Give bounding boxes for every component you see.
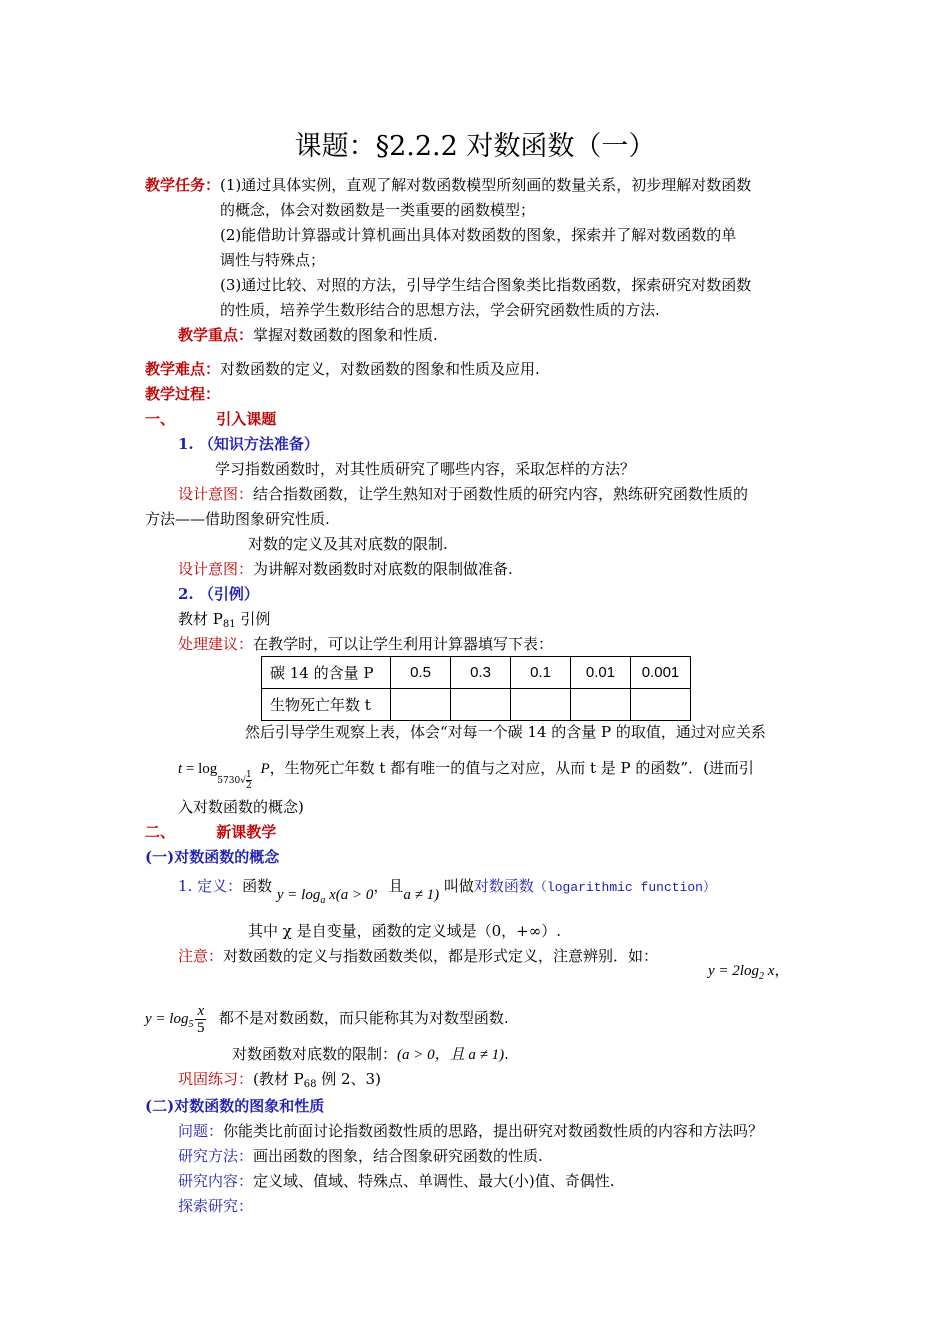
note-comma: ， bbox=[774, 963, 790, 979]
intent-1-text: 结合指数函数，让学生熟知对于函数性质的研究内容，熟练研究函数性质的 bbox=[253, 485, 749, 503]
note-f2-main: y = log bbox=[145, 1011, 189, 1027]
page-title: 课题：§2.2.2 对数函数（一） bbox=[294, 131, 656, 162]
observation-3: 入对数函数的概念) bbox=[178, 798, 304, 816]
textbook-ref-text: 教材 P bbox=[178, 610, 223, 628]
part2-num: 二、 bbox=[145, 823, 176, 841]
section-graph: (二)对数函数的图象和性质 bbox=[145, 1097, 325, 1115]
intent-2 bbox=[178, 558, 513, 580]
formula-root-frac bbox=[246, 770, 252, 791]
formula-root-num: 1 bbox=[245, 770, 252, 780]
note-f1-main: y = 2log bbox=[708, 963, 759, 979]
base-limit-formula: (a > 0，且 a ≠ 1) bbox=[397, 1047, 505, 1063]
key-point-text: 掌握对数函数的图象和性质. bbox=[253, 326, 438, 344]
table-cell-value: 0.001 bbox=[631, 657, 691, 689]
question-label: 问题： bbox=[178, 1122, 224, 1140]
intent-2-label: 设计意图： bbox=[178, 560, 254, 578]
question-2: 对数的定义及其对底数的限制. bbox=[248, 535, 448, 553]
note-f2-den: 5 bbox=[197, 1019, 205, 1036]
section-concept: (一)对数函数的概念 bbox=[145, 848, 280, 866]
definition-english: （logarithmic function） bbox=[533, 880, 716, 895]
note-formula-2 bbox=[145, 1011, 194, 1030]
radical-icon: √ bbox=[240, 776, 246, 786]
practice-page: 68 bbox=[303, 1079, 317, 1090]
formula-base-num: 5730 bbox=[217, 776, 241, 786]
difficulty-label: 教学难点： bbox=[145, 360, 221, 378]
note-f2-fraction bbox=[195, 1003, 206, 1036]
key-point-label: 教学重点： bbox=[178, 326, 254, 344]
definition-label: 1. 定义： bbox=[178, 877, 243, 895]
note-f2-base: 5 bbox=[188, 1019, 194, 1030]
content-text: 定义域、值域、特殊点、单调性、最大(小)值、奇偶性. bbox=[253, 1172, 615, 1190]
note-text: 对数函数的定义与指数函数类似，都是形式定义，注意辨别．如： bbox=[223, 947, 659, 965]
part1-sub1: 1. （知识方法准备） bbox=[178, 435, 319, 453]
part1-sub2: 2. （引例） bbox=[178, 585, 259, 603]
table-cell-value: 0.1 bbox=[511, 657, 571, 689]
research-content bbox=[178, 1170, 615, 1192]
intent-1 bbox=[178, 483, 748, 505]
difficulty-text: 对数函数的定义，对数函数的图象和性质及应用. bbox=[220, 360, 540, 378]
table-cell-header-t: 生物死亡年数 t bbox=[262, 689, 391, 721]
part1-heading bbox=[145, 408, 276, 430]
intent-1-label: 设计意图： bbox=[178, 485, 254, 503]
table-cell-empty bbox=[631, 689, 691, 721]
base-limit bbox=[232, 1043, 509, 1066]
note-line-2 bbox=[145, 998, 509, 1045]
table-cell-empty bbox=[391, 689, 451, 721]
task-2a: (2)能借助计算器或计算机画出具体对数函数的图象，探索并了解对数函数的单 bbox=[220, 226, 737, 244]
method-label: 研究方法： bbox=[178, 1147, 254, 1165]
definition-mid: ，且 bbox=[373, 877, 404, 895]
table-cell-empty bbox=[511, 689, 571, 721]
key-point bbox=[178, 324, 438, 346]
def-formula-base: a bbox=[320, 895, 326, 906]
note-label: 注意： bbox=[178, 947, 224, 965]
note-text-2: 都不是对数函数，而只能称其为对数型函数. bbox=[218, 1009, 509, 1027]
difficulty bbox=[145, 358, 540, 380]
advice bbox=[178, 633, 553, 655]
definition-formula bbox=[276, 887, 374, 906]
intent-2-text: 为讲解对数函数时对底数的限制做准备. bbox=[253, 560, 513, 578]
question-1: 学习指数函数时，对其性质研究了哪些内容，采取怎样的方法？ bbox=[215, 460, 636, 478]
observation-1: 然后引导学生观察上表，体会“对每一个碳 14 的含量 P 的取值，通过对应关系 bbox=[245, 723, 766, 741]
tasks-line-1 bbox=[145, 174, 751, 196]
task-2b: 调性与特殊点； bbox=[220, 251, 326, 269]
formula-root-den: 2 bbox=[245, 781, 252, 791]
formula-base bbox=[217, 770, 251, 791]
formula-log: = log bbox=[182, 761, 218, 777]
task-1a: (1)通过具体实例，直观了解对数函数模型所刻画的数量关系，初步理解对数函数 bbox=[220, 176, 752, 194]
definition-term: 对数函数 bbox=[473, 877, 534, 895]
question-text: 你能类比前面讨论指数函数性质的思路，提出研究对数函数性质的内容和方法吗？ bbox=[223, 1122, 764, 1140]
table-cell-header-p: 碳 14 的含量 P bbox=[262, 657, 391, 689]
textbook-ref bbox=[178, 608, 270, 636]
table-cell-value: 0.5 bbox=[391, 657, 451, 689]
research-method bbox=[178, 1145, 543, 1167]
practice-label: 巩固练习： bbox=[178, 1070, 254, 1088]
question bbox=[178, 1120, 763, 1142]
advice-label: 处理建议： bbox=[178, 635, 254, 653]
task-3b: 的性质，培养学生数形结合的思想方法，学会研究函数性质的方法. bbox=[220, 301, 660, 319]
note bbox=[178, 945, 658, 967]
base-limit-end: . bbox=[504, 1045, 509, 1063]
textbook-ref-page: 81 bbox=[222, 619, 236, 630]
definition bbox=[178, 871, 716, 916]
definition-cond: a ≠ 1) bbox=[403, 887, 440, 903]
formula-t-var: t bbox=[178, 761, 183, 777]
part2-heading bbox=[145, 821, 276, 843]
table-cell-empty bbox=[571, 689, 631, 721]
table-cell-empty bbox=[451, 689, 511, 721]
definition-post: 叫做 bbox=[439, 877, 474, 895]
definition-pre: 函数 bbox=[242, 877, 273, 895]
table-row bbox=[262, 689, 691, 721]
method-text: 画出函数的图象，结合图象研究函数的性质. bbox=[253, 1147, 543, 1165]
intent-1-cont: 方法——借助图象研究性质. bbox=[145, 510, 330, 528]
table-cell-value: 0.01 bbox=[571, 657, 631, 689]
observation-2 bbox=[178, 754, 754, 791]
note-f1-base: 2 bbox=[758, 971, 764, 982]
def-formula-arg: x(a > 0 bbox=[325, 887, 374, 903]
part1-title: 引入课题 bbox=[216, 410, 277, 428]
task-1b: 的概念，体会对数函数是一类重要的函数模型； bbox=[220, 201, 536, 219]
note-f2-num: x bbox=[197, 1002, 205, 1019]
domain-text: 其中 χ 是自变量，函数的定义域是（0，+∞）. bbox=[248, 922, 562, 940]
advice-text: 在教学时，可以让学生利用计算器填写下表： bbox=[253, 635, 554, 653]
formula-p: P bbox=[260, 761, 270, 777]
observation-2-text: ，生物死亡年数 t 都有唯一的值与之对应，从而 t 是 P 的函数”．(进而引 bbox=[269, 759, 754, 777]
practice-end: 例 2、3) bbox=[316, 1070, 381, 1088]
def-formula-main: y = log bbox=[276, 887, 321, 903]
note-formula-1 bbox=[708, 960, 789, 988]
carbon-table bbox=[261, 656, 691, 721]
task-3a: (3)通过比较、对照的方法，引导学生结合图象类比指数函数，探索研究对数函数 bbox=[220, 276, 752, 294]
formula-t bbox=[178, 761, 217, 777]
table-row bbox=[262, 657, 691, 689]
part2-title: 新课教学 bbox=[216, 823, 277, 841]
process-label: 教学过程： bbox=[145, 385, 221, 403]
content-label: 研究内容： bbox=[178, 1172, 254, 1190]
part1-num: 一、 bbox=[145, 410, 176, 428]
explore-label: 探索研究： bbox=[178, 1197, 254, 1215]
textbook-ref-end: 引例 bbox=[235, 610, 271, 628]
note-f1-var: x bbox=[763, 963, 775, 979]
tasks-label: 教学任务： bbox=[145, 176, 221, 194]
practice-text: (教材 P bbox=[253, 1070, 304, 1088]
practice bbox=[178, 1068, 381, 1096]
table-cell-value: 0.3 bbox=[451, 657, 511, 689]
base-limit-text: 对数函数对底数的限制： bbox=[232, 1045, 398, 1063]
